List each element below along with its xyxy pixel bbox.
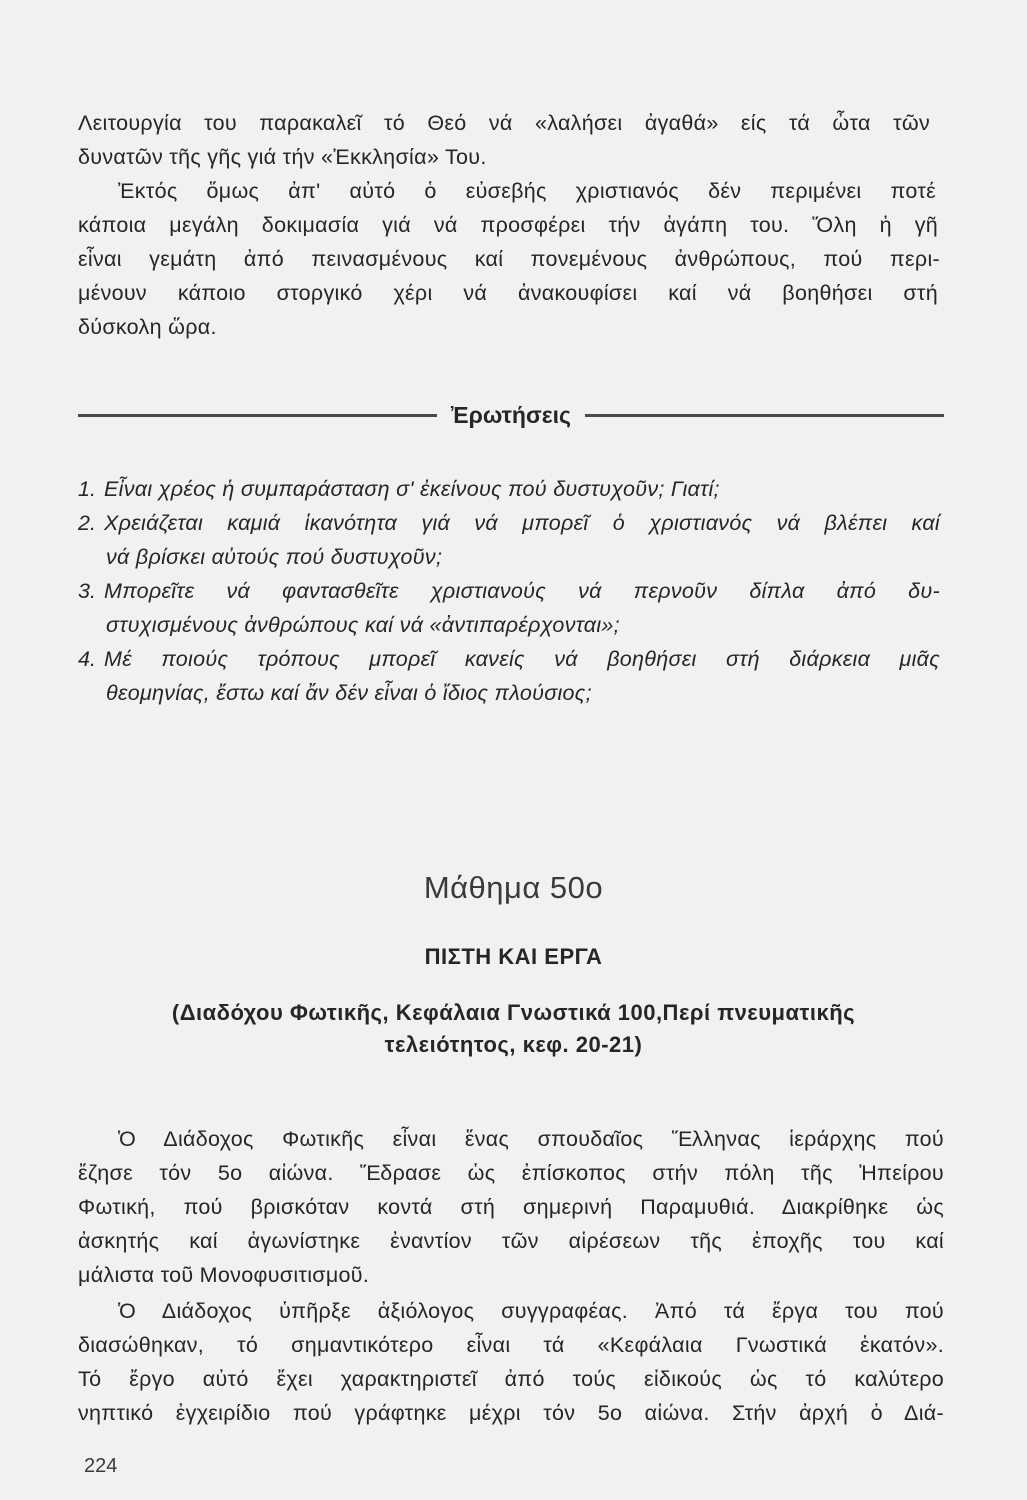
right-rule: [585, 414, 944, 417]
lesson-title: Μάθημα 50ο: [423, 870, 604, 905]
questions-heading: [78, 398, 944, 432]
body1-line-3: Φωτική, πού βρισκόταν κοντά στή σημερινή Παραμυθιά. Διακρίθηκε ὡς: [78, 1195, 944, 1219]
question-2-line-1: Χρειάζεται καμιά ἱκανότητα γιά νά μπορεῖ ὁ χριστιανός νά βλέπει καί: [104, 511, 940, 535]
question-3-number: 3.: [78, 579, 96, 603]
question-4-line-1: Μέ ποιούς τρόπους μπορεῖ κανείς νά βοηθήσει στή διάρκεια μιᾶς: [104, 647, 940, 671]
paragraph-line-5: δύσκολη ὥρα.: [78, 315, 217, 339]
intro-line-2: δυνατῶν τῆς γῆς γιά τήν «Ἐκκλησία» Του.: [78, 145, 487, 169]
question-4-line-2: θεομηνίας, ἔστω καί ἄν δέν εἶναι ὁ ἴδιος πλούσιος;: [106, 681, 592, 705]
question-3-line-2: στυχισμένους ἀνθρώπους καί νά «ἀντιπαρέρχονται»;: [106, 613, 620, 637]
body2-line-4: νηπτικό ἐγχειρίδιο πού γράφτηκε μέχρι τόν 5ο αἰώνα. Στήν ἀρχή ὁ Διά-: [78, 1401, 944, 1425]
questions-title: Ἐρωτήσεις: [451, 401, 571, 428]
body2-line-1: Ὁ Διάδοχος ὑπῆρξε ἀξιόλογος συγγραφέας. Ἀπό τά ἔργα του πού: [118, 1299, 944, 1323]
paragraph-line-2: κάποια μεγάλη δοκιμασία γιά νά προσφέρει τήν ἀγάπη του. Ὅλη ἡ γῆ: [78, 213, 938, 237]
left-rule: [78, 414, 437, 417]
question-1-number: 1.: [78, 477, 96, 501]
question-1-line-1: Εἶναι χρέος ἡ συμπαράσταση σ' ἐκείνους πού δυστυχοῦν; Γιατί;: [104, 477, 720, 501]
lesson-source-line-2: τελειότητος, κεφ. 20-21): [384, 1032, 643, 1057]
paragraph-line-3: εἶναι γεμάτη ἀπό πεινασμένους καί πονεμένους ἀνθρώπους, πού περι-: [78, 247, 940, 271]
intro-line-1: Λειτουργία του παρακαλεῖ τό Θεό νά «λαλήσει ἀγαθά» είς τά ὦτα τῶν: [78, 111, 930, 135]
lesson-subtitle: ΠΙΣΤΗ ΚΑΙ ΕΡΓΑ: [424, 944, 603, 969]
body2-line-2: διασώθηκαν, τό σημαντικότερο εἶναι τά «Κεφάλαια Γνωστικά ἑκατόν».: [78, 1333, 944, 1357]
question-2-number: 2.: [78, 511, 96, 535]
lesson-source-line-1: (Διαδόχου Φωτικῆς, Κεφάλαια Γνωστικά 100,Περί πνευματικῆς: [171, 1000, 856, 1025]
body1-line-1: Ὁ Διάδοχος Φωτικῆς εἶναι ἕνας σπουδαῖος Ἕλληνας ἱεράρχης πού: [118, 1127, 944, 1151]
body1-line-2: ἔζησε τόν 5ο αἰώνα. Ἕδρασε ὡς ἐπίσκοπος στήν πόλη τῆς Ἠπείρου: [78, 1161, 944, 1185]
body1-line-5: μάλιστα τοῦ Μονοφυσιτισμοῦ.: [78, 1263, 370, 1287]
body2-line-3: Τό ἔργο αὐτό ἔχει χαρακτηριστεῖ ἀπό τούς εἰδικούς ὡς τό καλύτερο: [78, 1367, 944, 1391]
question-2-line-2: νά βρίσκει αὐτούς πού δυστυχοῦν;: [106, 545, 443, 569]
paragraph-line-4: μένουν κάποιο στοργικό χέρι νά ἀνακουφίσει καί νά βοηθήσει στή: [78, 281, 938, 305]
question-3-line-1: Μπορεῖτε νά φαντασθεῖτε χριστιανούς νά περνοῦν δίπλα ἀπό δυ-: [104, 579, 940, 603]
paragraph-line-1: Ἐκτός ὅμως ἀπ' αὐτό ὁ εὐσεβής χριστιανός δέν περιμένει ποτέ: [118, 179, 936, 203]
question-4-number: 4.: [78, 647, 96, 671]
page-number: 224: [84, 1455, 118, 1477]
body1-line-4: ἀσκητής καί ἀγωνίστηκε ἐναντίον τῶν αἱρέσεων τῆς ἐποχῆς του καί: [78, 1229, 944, 1253]
